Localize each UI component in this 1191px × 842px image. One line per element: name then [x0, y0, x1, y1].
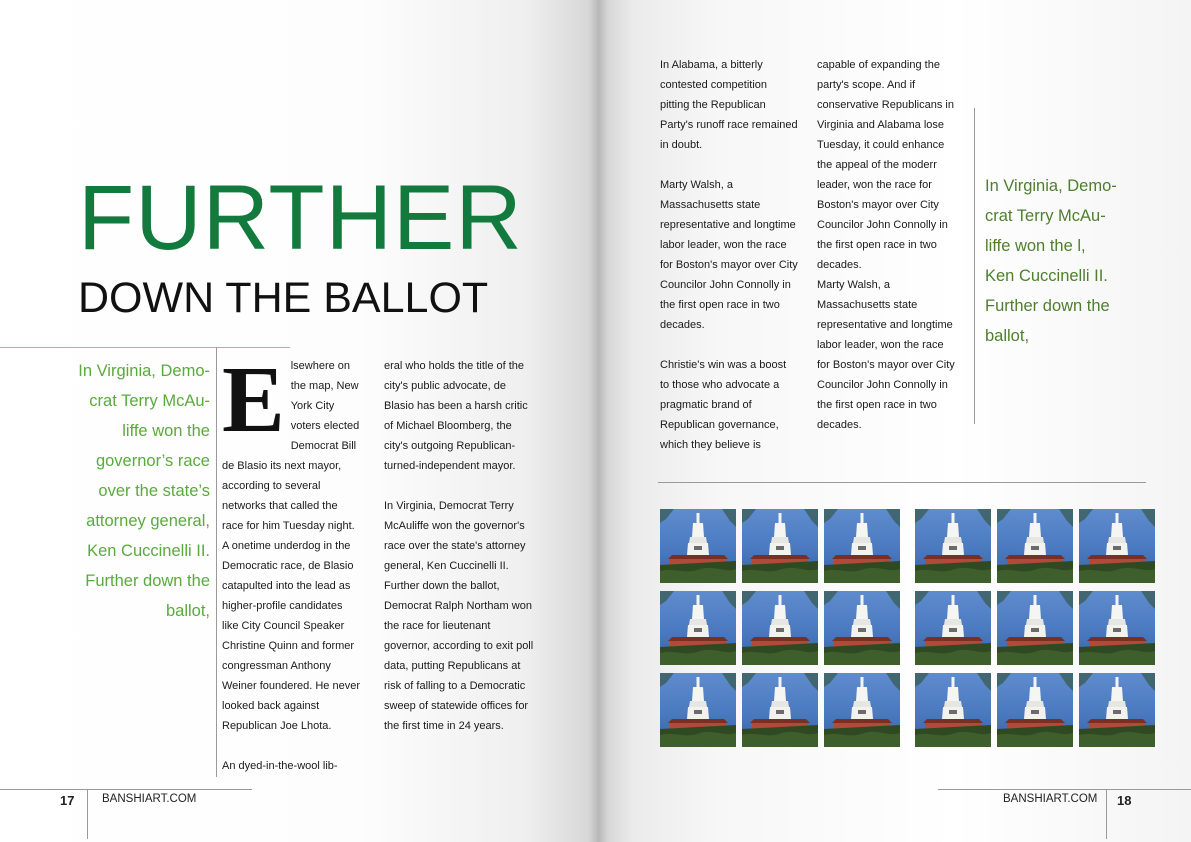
page-number: 17	[60, 793, 75, 808]
gallery-photo	[1079, 591, 1155, 665]
column-divider	[216, 347, 217, 777]
gallery-photo	[915, 673, 991, 747]
footer-rule	[938, 789, 1191, 790]
article-subtitle: DOWN THE BALLOT	[78, 274, 489, 322]
pull-quote-line: liffe won the l,	[985, 237, 1086, 255]
pull-quote-line: ballot,	[985, 327, 1030, 345]
gallery-photo	[660, 509, 736, 583]
pull-quote-line: ballot,	[165, 602, 210, 620]
gallery-photo	[742, 509, 818, 583]
body-column-1	[222, 348, 362, 776]
body-paragraph: capable of expanding the party's scope. And if conservative Republicans in Virginia and Alabama lose Tuesday, it could enhance the appeal of the moderr leader, won the race for Boston's mayor over City Councilor John Connolly in the first open race in two decades.	[817, 59, 954, 271]
body-paragraph: Marty Walsh, a Massachusetts state representative and longtime labor leader, won the race for Boston's mayor over City Councilor John Connolly in the first open race in two decades.	[817, 279, 955, 431]
footer-divider	[87, 789, 88, 839]
body-paragraph: In Alabama, a bitterly contested competition pitting the Republican Party's runoff race remained in doubt.	[660, 59, 798, 151]
footer-divider	[1106, 789, 1107, 839]
pull-quote-line: In Virginia, Demo-	[985, 177, 1117, 195]
body-paragraph: eral who holds the title of the city's public advocate, de Blasio has been a harsh critic of Michael Bloomberg, the city's outgoing Republican-turned-independent mayor.	[384, 360, 528, 472]
gallery-photo	[997, 509, 1073, 583]
gallery-photo	[824, 673, 900, 747]
pull-quote-line: attorney general,	[86, 512, 210, 530]
article-title: FURTHER	[78, 167, 523, 269]
gallery-photo	[997, 673, 1073, 747]
pull-quote-line: crat Terry McAu-	[985, 207, 1106, 225]
pull-quote-line: over the state’s	[98, 482, 210, 500]
pull-quote-left	[50, 356, 210, 626]
body-paragraph: An dyed-in-the-wool lib-	[222, 760, 338, 772]
body-column-2	[384, 356, 534, 736]
gallery-photo	[660, 591, 736, 665]
pull-quote-line: Further down the	[85, 572, 210, 590]
body-column-3	[660, 55, 798, 455]
gallery-photo	[824, 509, 900, 583]
drop-cap: E	[222, 348, 285, 452]
pull-quote-line: Ken Cuccinelli II.	[985, 267, 1108, 285]
page-number: 18	[1117, 793, 1132, 808]
gallery-photo	[997, 591, 1073, 665]
footer-rule	[0, 789, 252, 790]
gallery-photo	[824, 591, 900, 665]
book-spine	[588, 0, 608, 842]
pull-quote-line: Ken Cuccinelli II.	[87, 542, 210, 560]
column-divider	[974, 108, 975, 424]
gallery-photo	[915, 591, 991, 665]
body-paragraph: Christie's win was a boost to those who advocate a pragmatic brand of Republican governance, which they believe is	[660, 359, 787, 451]
pull-quote-line: governor’s race	[95, 452, 210, 470]
gallery-photo	[742, 591, 818, 665]
gallery-photo	[915, 509, 991, 583]
pull-quote-line: crat Terry McAu-	[89, 392, 210, 410]
gallery-photo	[1079, 673, 1155, 747]
gallery-photo	[742, 673, 818, 747]
body-paragraph: Marty Walsh, a Massachusetts state representative and longtime labor leader, won the race for Boston's mayor over City Councilor John Connolly in the first open race in two decades.	[660, 179, 798, 331]
body-column-4	[817, 55, 957, 435]
pull-quote-line: liffe won the	[122, 422, 210, 440]
gallery-photo	[1079, 509, 1155, 583]
pull-quote-line: Further down the	[985, 297, 1110, 315]
footer-site: BANSHIART.COM	[1003, 793, 1098, 805]
gallery-divider	[658, 482, 1146, 483]
pull-quote-line: In Virginia, Demo-	[78, 362, 210, 380]
footer-site: BANSHIART.COM	[102, 793, 197, 805]
pull-quote-right	[985, 171, 1135, 351]
body-paragraph: In Virginia, Democrat Terry McAuliffe won the governor's race over the state's attorney general, Ken Cuccinelli II. Further down the ballot, Democrat Ralph Northam won the race for lieutenant governor, according to exit poll data, putting Republicans at risk of falling to a Democratic sweep of statewide offices for the first time in 24 years.	[384, 500, 534, 732]
body-paragraph: lsewhere on the map, New York City voters elected Democrat Bill de Blasio its next mayor, according to several networks that called the race for him Tuesday night. A onetime underdog in the Democratic race, de Blasio catapulted into the lead as higher-profile candidates like City Council Speaker Christine Quinn and former congressman Anthony Weiner foundered. He never looked back against Republican Joe Lhota.	[222, 360, 360, 732]
gallery-photo	[660, 673, 736, 747]
